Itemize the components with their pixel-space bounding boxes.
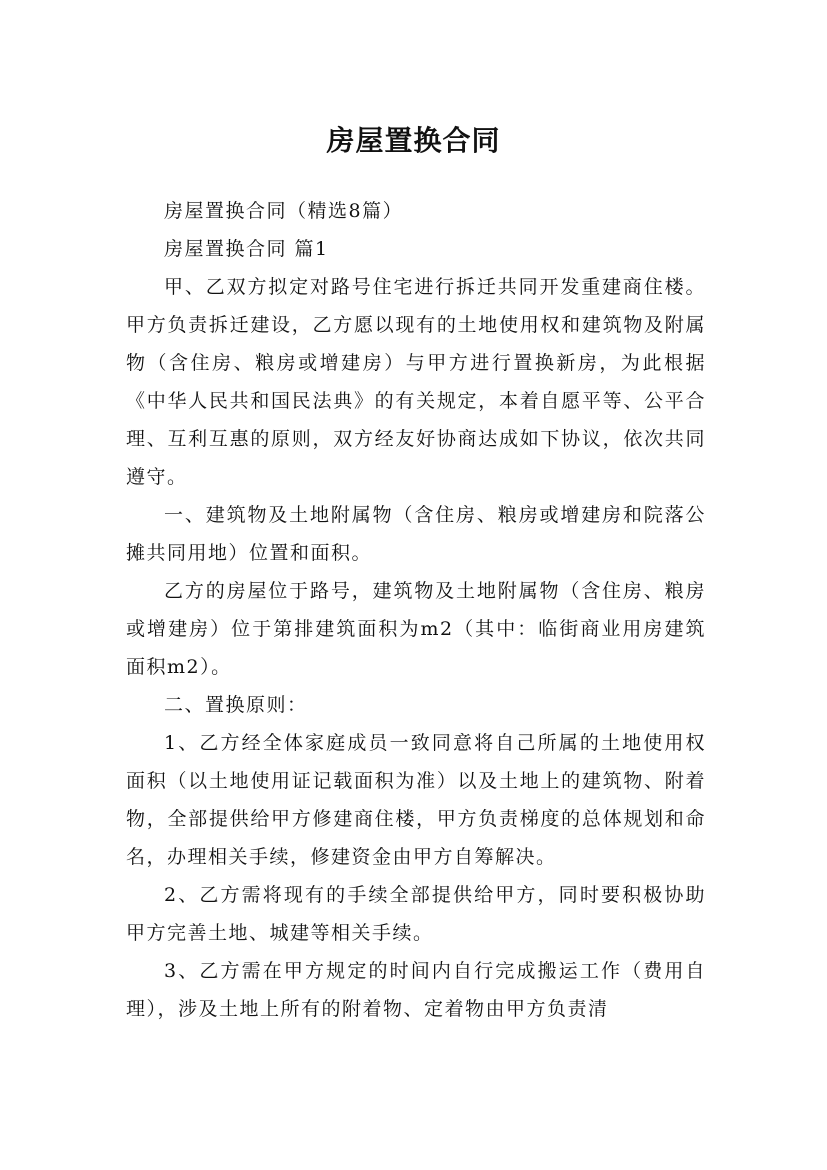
document-body (126, 192, 706, 1028)
paragraph-intro: 甲、乙双方拟定对路号住宅进行拆迁共同开发重建商住楼。甲方负责拆迁建设，乙方愿以现有的土地使用权和建筑物及附属物（含住房、粮房或增建房）与甲方进行置换新房，为此根据《中华人民共和国民法典》的有关规定，本着自愿平等、公平合理、互利互惠的原则，双方经友好协商达成如下协议，依次共同遵守。 (126, 276, 706, 488)
paragraph-clause-1-heading: 一、建筑物及土地附属物（含住房、粮房或增建房和院落公摊共同用地）位置和面积。 (126, 504, 706, 564)
paragraph-clause-2-item-3: 3、乙方需在甲方规定的时间内自行完成搬运工作（费用自理），涉及土地上所有的附着物、定着物由甲方负责清 (126, 960, 706, 1020)
paragraph-clause-1-body: 乙方的房屋位于路号，建筑物及土地附属物（含住房、粮房或增建房）位于第排建筑面积为m2（其中：临街商业用房建筑面积m2）。 (126, 580, 706, 678)
paragraph-subtitle: 房屋置换合同（精选8篇） (164, 200, 404, 222)
paragraph-clause-2-heading: 二、置换原则： (164, 694, 308, 716)
paragraph-section-title: 房屋置换合同 篇1 (164, 238, 329, 260)
document-title: 房屋置换合同 (326, 123, 501, 157)
paragraph-clause-2-item-2: 2、乙方需将现有的手续全部提供给甲方，同时要积极协助甲方完善土地、城建等相关手续。 (126, 884, 706, 944)
paragraph-clause-2-item-1: 1、乙方经全体家庭成员一致同意将自己所属的土地使用权面积（以土地使用证记载面积为准）以及土地上的建筑物、附着物，全部提供给甲方修建商住楼，甲方负责梯度的总体规划和命名，办理相关手续，修建资金由甲方自筹解决。 (126, 732, 706, 868)
